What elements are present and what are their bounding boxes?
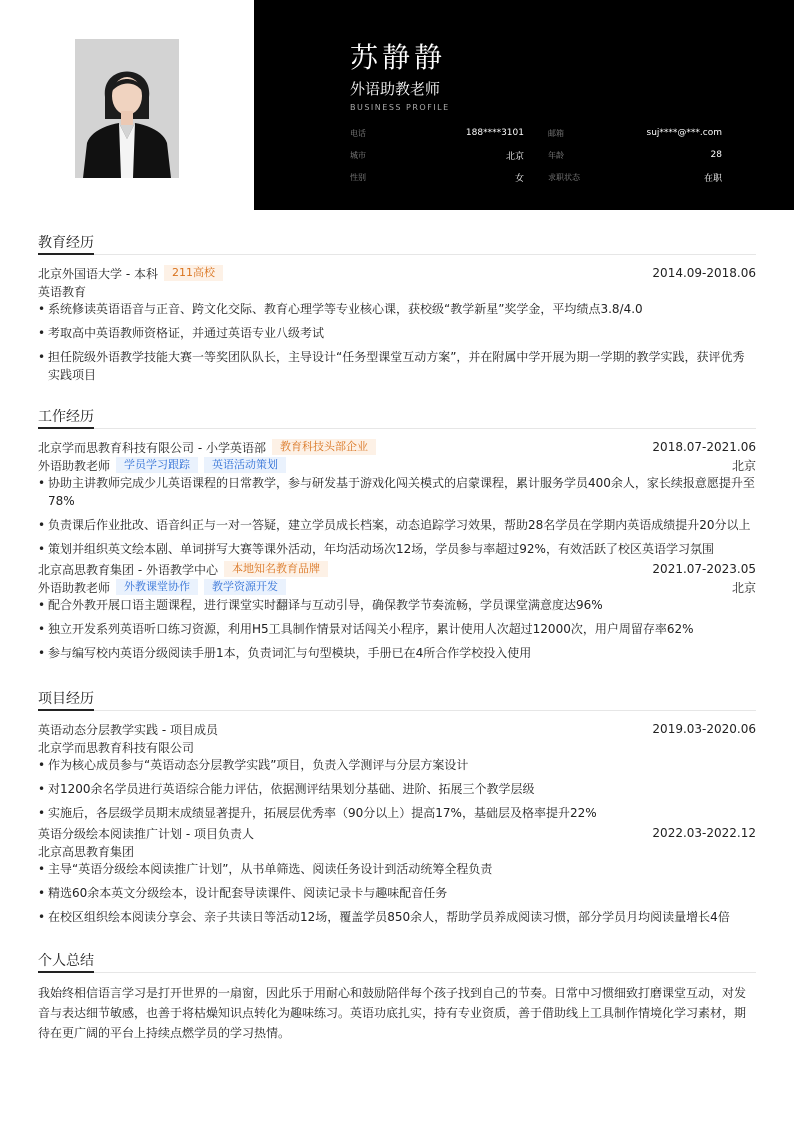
summary-text: 我始终相信语言学习是打开世界的一扇窗，因此乐于用耐心和鼓励陪伴每个孩子找到自己的节奏。日常中习惯细致打磨课堂互动，对发音与表达细节敏感，也善于将枯燥知识点转化为趣味练习。英语功底扎实，持有专业资质，善于借助线上工具制作情境化学习素材，期待在更广阔的平台上持续点燃学员的学习热情。 xyxy=(38,986,747,1040)
list-item: • 负责课后作业批改、语音纠正与一对一答疑，建立学员成长档案，动态追踪学习效果，帮助28名学员在学期内英语成绩提升20分以上 xyxy=(38,516,756,534)
skill-tag: 外教课堂协作 xyxy=(116,579,198,595)
project-name: 英语分级绘本阅读推广计划 - 项目负责人 xyxy=(38,826,254,841)
info-value: 28 xyxy=(710,150,722,160)
job-date: 2018.07-2021.06 xyxy=(652,440,756,454)
list-item: • 考取高中英语教师资格证，并通过英语专业八级考试 xyxy=(38,324,756,342)
info-value: 女 xyxy=(514,173,524,184)
project-org-row xyxy=(38,738,756,756)
section-title-text: 个人总结 xyxy=(38,950,94,973)
project-name: 英语动态分层教学实践 - 项目成员 xyxy=(38,722,218,737)
info-status xyxy=(548,166,722,188)
section-title-text: 工作经历 xyxy=(38,406,94,429)
job-bullets xyxy=(38,596,756,662)
projects-section xyxy=(38,688,756,932)
work-section xyxy=(38,406,756,668)
contact-info xyxy=(350,122,722,188)
info-label: 邮箱 xyxy=(548,128,564,138)
list-item: • 主导“英语分级绘本阅读推广计划”，从书单筛选、阅读任务设计到活动统筹全程负责 xyxy=(38,860,756,878)
company-tag: 本地知名教育品牌 xyxy=(224,561,328,577)
major-row xyxy=(38,282,756,300)
summary-section xyxy=(38,950,756,1043)
list-item: • 策划并组织英文绘本剧、单词拼写大赛等课外活动，年均活动场次12场，学员参与率超过92%，有效活跃了校区英语学习氛围 xyxy=(38,540,756,558)
project-org: 北京学而思教育科技有限公司 xyxy=(38,740,195,755)
list-item: • 作为核心成员参与“英语动态分层教学实践”项目，负责入学测评与分层方案设计 xyxy=(38,756,756,774)
project-org: 北京高思教育集团 xyxy=(38,844,135,859)
education-bullets xyxy=(38,300,756,384)
project-header-row xyxy=(38,720,756,738)
list-item: • 精选60余本英文分级绘本，设计配套导读课件、阅读记录卡与趣味配音任务 xyxy=(38,884,756,902)
info-city xyxy=(350,144,524,166)
project-org-row xyxy=(38,842,756,860)
project-bullets xyxy=(38,860,756,926)
project-date: 2022.03-2022.12 xyxy=(652,826,756,840)
position-row xyxy=(38,456,756,474)
list-item: • 对1200余名学员进行英语综合能力评估，依据测评结果划分基础、进阶、拓展三个教学层级 xyxy=(38,780,756,798)
info-phone xyxy=(350,122,524,144)
profile-subtitle: BUSINESS PROFILE xyxy=(350,103,450,112)
list-item: • 参与编写校内英语分级阅读手册1本，负责词汇与句型模块，手册已在4所合作学校投入使用 xyxy=(38,644,756,662)
skill-tag: 学员学习跟踪 xyxy=(116,457,198,473)
job-date: 2021.07-2023.05 xyxy=(652,562,756,576)
info-label: 性别 xyxy=(350,172,366,182)
education-header-row xyxy=(38,264,756,282)
info-value: suj****@***.com xyxy=(646,128,722,138)
info-gender xyxy=(350,166,524,188)
project-header-row xyxy=(38,824,756,842)
skill-tag: 英语活动策划 xyxy=(204,457,286,473)
list-item: • 担任院级外语教学技能大赛一等奖团队队长，主导设计“任务型课堂互动方案”，并在附属中学开展为期一学期的教学实践，获评优秀实践项目 xyxy=(38,348,756,384)
job-header-row xyxy=(38,560,756,578)
education-date: 2014.09-2018.06 xyxy=(652,266,756,280)
info-label: 电话 xyxy=(350,128,366,138)
job-bullets xyxy=(38,474,756,558)
job-city: 北京 xyxy=(731,458,756,473)
info-label: 年龄 xyxy=(548,150,564,160)
section-title xyxy=(38,232,756,255)
profile-photo xyxy=(75,39,179,178)
company-name: 北京高思教育集团 - 外语教学中心 xyxy=(38,562,218,577)
position-row xyxy=(38,578,756,596)
list-item: • 系统修读英语语音与正音、跨文化交际、教育心理学等专业核心课，获校级“教学新星”奖学金，平均绩点3.8/4.0 xyxy=(38,300,756,318)
section-title xyxy=(38,688,756,711)
list-item: • 配合外教开展口语主题课程，进行课堂实时翻译与互动引导，确保教学节奏流畅，学员课堂满意度达96% xyxy=(38,596,756,614)
section-title-text: 教育经历 xyxy=(38,232,94,255)
info-label: 求职状态 xyxy=(548,172,580,182)
project-date: 2019.03-2020.06 xyxy=(652,722,756,736)
section-title xyxy=(38,950,756,973)
position: 外语助教老师 xyxy=(38,580,111,595)
company-name: 北京学而思教育科技有限公司 - 小学英语部 xyxy=(38,440,266,455)
info-email xyxy=(548,122,722,144)
candidate-name: 苏静静 xyxy=(350,41,447,74)
project-bullets xyxy=(38,756,756,822)
section-title-text: 项目经历 xyxy=(38,688,94,711)
section-title xyxy=(38,406,756,429)
info-label: 城市 xyxy=(350,150,366,160)
school-name: 北京外国语大学 - 本科 xyxy=(38,266,158,281)
list-item: • 独立开发系列英语听口练习资源，利用H5工具制作情景对话闯关小程序，累计使用人次超过12000次，用户周留存率62% xyxy=(38,620,756,638)
list-item: • 在校区组织绘本阅读分享会、亲子共读日等活动12场，覆盖学员850余人，帮助学员养成阅读习惯，部分学员月均阅读量增长4倍 xyxy=(38,908,756,926)
school-tag: 211高校 xyxy=(164,265,223,281)
info-value: 在职 xyxy=(703,173,722,184)
company-tag: 教育科技头部企业 xyxy=(272,439,376,455)
job-header-row xyxy=(38,438,756,456)
list-item: • 实施后，各层级学员期末成绩显著提升，拓展层优秀率（90分以上）提高17%，基础层及格率提升22% xyxy=(38,804,756,822)
job-title: 外语助教老师 xyxy=(350,80,441,98)
info-value: 188****3101 xyxy=(465,128,524,138)
job-city: 北京 xyxy=(731,580,756,595)
position: 外语助教老师 xyxy=(38,458,111,473)
skill-tag: 教学资源开发 xyxy=(204,579,286,595)
list-item: • 协助主讲教师完成少儿英语课程的日常教学，参与研发基于游戏化闯关模式的启蒙课程，累计服务学员400余人，家长续报意愿提升至78% xyxy=(38,474,756,510)
education-section xyxy=(38,232,756,390)
info-age xyxy=(548,144,722,166)
info-value: 北京 xyxy=(505,151,524,162)
major: 英语教育 xyxy=(38,284,87,299)
